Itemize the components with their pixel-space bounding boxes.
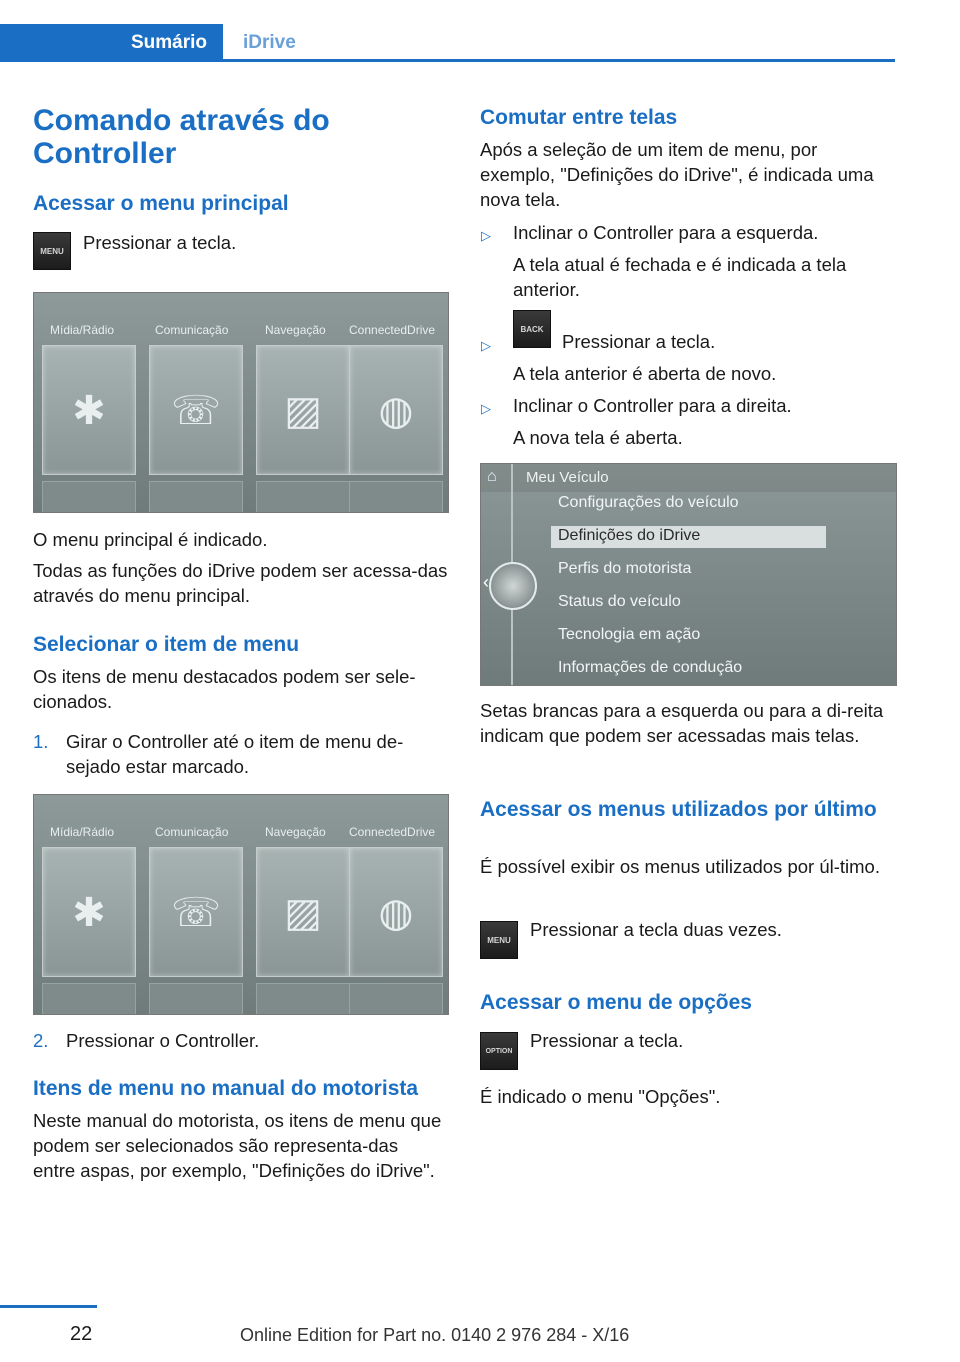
- tile2-nav: [256, 847, 350, 977]
- heading-opcoes: Acessar o menu de opções: [480, 991, 752, 1014]
- page-title: [33, 104, 433, 170]
- menu-twice-text: Pressionar a tecla duas vezes.: [530, 919, 782, 940]
- heading-itens-manual: Itens de menu no manual do motorista: [33, 1077, 419, 1100]
- map-icon: ▨: [284, 389, 322, 433]
- heading-ultimos: Acessar os menus utilizados por último: [480, 798, 877, 821]
- tile-label-com: Comunicação: [155, 323, 229, 337]
- bullet-triangle-icon: ▷: [481, 401, 491, 416]
- tile2-media: [42, 847, 136, 977]
- heading-menu-principal: Acessar o menu principal: [33, 192, 289, 215]
- back-key-icon: BACK: [513, 310, 551, 348]
- setas-text: Setas brancas para a esquerda ou para a di-reita indicam que podem ser acessadas mais telas.: [480, 700, 884, 746]
- tile-nav: [256, 345, 350, 475]
- menu-item: Perfis do motorista: [558, 560, 692, 577]
- step1-text: Girar o Controller até o item de menu de-sejado estar marcado.: [66, 731, 404, 777]
- home-icon: ⌂: [487, 468, 497, 485]
- main-menu-screenshot: [33, 292, 449, 513]
- tile-label-nav: Navegação: [265, 323, 326, 337]
- footer-accent-line: [0, 1305, 97, 1308]
- bullet-triangle-icon: ▷: [481, 338, 491, 353]
- tile-label-cd: ConnectedDrive: [349, 323, 436, 337]
- tile-cd: [349, 345, 443, 475]
- menu-key-icon: MENU: [33, 232, 71, 270]
- bullet1-sub: A tela atual é fechada e é indicada a tela anterior.: [513, 254, 847, 300]
- ultimos-text: É possível exibir os menus utilizados por úl-timo.: [480, 856, 880, 877]
- tile-com: [149, 345, 243, 475]
- bluetooth-icon: ✱: [72, 389, 106, 433]
- phone-icon: ☏: [170, 389, 222, 433]
- bullet3-sub: A nova tela é aberta.: [513, 427, 683, 448]
- menu-functions-text: Todas as funções do iDrive podem ser acessa-das através do menu principal.: [33, 560, 448, 606]
- comutar-text: Após a seleção de um item de menu, por exemplo, "Definições do iDrive", é indicada uma nova tela.: [480, 139, 874, 210]
- menu-item: Configurações do veículo: [558, 494, 739, 511]
- tile2-label-com: Comunicação: [155, 825, 229, 839]
- step2-text: Pressionar o Controller.: [66, 1030, 260, 1051]
- heading-comutar: Comutar entre telas: [480, 106, 678, 129]
- bullet-triangle-icon: ▷: [481, 228, 491, 243]
- left-arrow-icon: ‹: [483, 572, 489, 592]
- tile-label-media: Mídia/Rádio: [50, 323, 115, 337]
- selecionar-text: Os itens de menu destacados podem ser sele-cionados.: [33, 666, 416, 712]
- tab-idrive-label: iDrive: [243, 32, 296, 53]
- bullet3-text: Inclinar o Controller para a direita.: [513, 395, 792, 416]
- tile2-com: [149, 847, 243, 977]
- bullet2-text: Pressionar a tecla.: [562, 331, 716, 352]
- menu-item: Status do veículo: [558, 593, 681, 610]
- heading-selecionar: Selecionar o item de menu: [33, 633, 300, 656]
- globe-icon: ◍: [378, 389, 414, 433]
- menu-item-selected: Definições do iDrive: [558, 527, 701, 544]
- controller-knob-icon: [489, 562, 537, 610]
- globe-icon: ◍: [378, 891, 414, 935]
- menu-item: Informações de condução: [558, 659, 743, 676]
- main-menu-screenshot-2: [33, 794, 449, 1015]
- tile2-label-cd: ConnectedDrive: [349, 825, 436, 839]
- menu-key-icon-2: MENU: [480, 921, 518, 959]
- tab-sumario[interactable]: [0, 24, 223, 62]
- menu-indicated-text: O menu principal é indicado.: [33, 529, 268, 550]
- map-icon: ▨: [284, 891, 322, 935]
- menu-item: Tecnologia em ação: [558, 626, 701, 643]
- opcoes-text: É indicado o menu "Opções".: [480, 1086, 721, 1107]
- tile2-cd: [349, 847, 443, 977]
- tab-idrive[interactable]: [223, 24, 895, 62]
- option-key-text: Pressionar a tecla.: [530, 1030, 684, 1051]
- tab-sumario-label: Sumário: [130, 32, 207, 53]
- step1-number: 1.: [33, 731, 49, 752]
- page-title-line1: Comando através do: [33, 104, 330, 137]
- bullet1-text: Inclinar o Controller para a esquerda.: [513, 222, 819, 243]
- page-title-line2: Controller: [33, 137, 177, 170]
- step2-number: 2.: [33, 1030, 49, 1051]
- bluetooth-icon: ✱: [72, 891, 106, 935]
- page-number: 22: [70, 1323, 93, 1345]
- idrive-menu-screenshot: [480, 463, 897, 686]
- tile-media: [42, 345, 136, 475]
- menu-key-text: Pressionar a tecla.: [83, 232, 237, 253]
- menu-screen-title: Meu Veículo: [526, 469, 609, 486]
- phone-icon: ☏: [170, 891, 222, 935]
- option-key-icon: OPTION: [480, 1032, 518, 1070]
- footer-edition: Online Edition for Part no. 0140 2 976 284 - X/16: [240, 1325, 630, 1345]
- tile2-label-nav: Navegação: [265, 825, 326, 839]
- bullet2-sub: A tela anterior é aberta de novo.: [513, 363, 777, 384]
- tile2-label-media: Mídia/Rádio: [50, 825, 115, 839]
- itens-manual-text: Neste manual do motorista, os itens de menu que podem ser selecionados são representa-das entre aspas, por exemplo, "Definições do iDrive".: [33, 1110, 442, 1181]
